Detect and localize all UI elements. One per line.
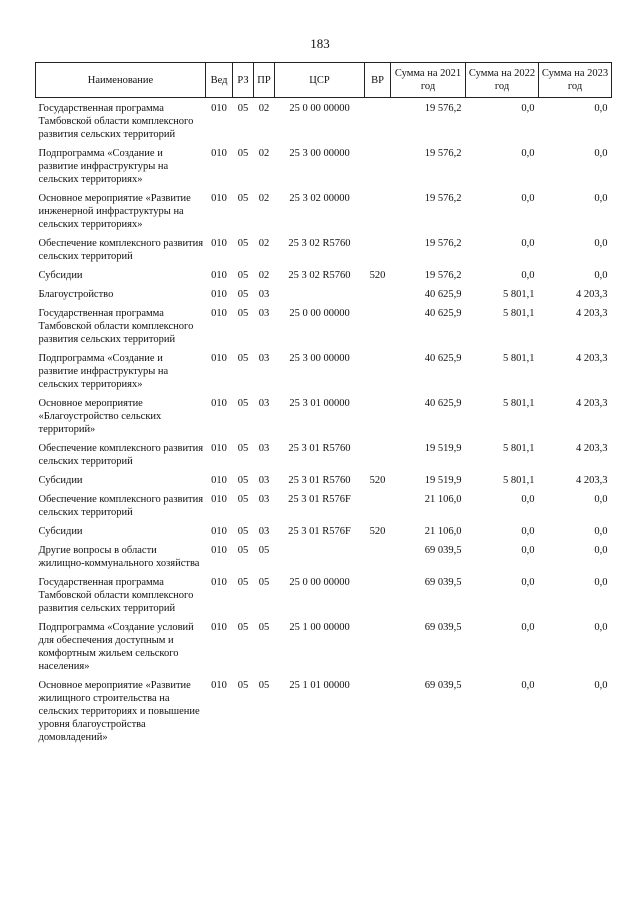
cell-sum-2022: 0,0 bbox=[521, 148, 535, 159]
header-sum-2021: Сумма на 2021 год bbox=[391, 63, 466, 98]
cell-name: Подпрограмма «Создание и развитие инфраструктуры на сельских территориях» bbox=[38, 148, 169, 185]
cell-ved: 010 bbox=[211, 103, 227, 114]
cell-vr: 520 bbox=[369, 270, 386, 281]
header-ved: Вед bbox=[206, 63, 233, 98]
cell-csr: 25 3 01 R576F bbox=[288, 494, 351, 505]
cell-name: Другие вопросы в области жилищно-коммунального хозяйства bbox=[38, 545, 200, 569]
header-pr: ПР bbox=[254, 63, 275, 98]
cell-csr: 25 3 01 R5760 bbox=[288, 475, 351, 486]
cell-rz: 05 bbox=[237, 270, 249, 281]
cell-sum-2022: 0,0 bbox=[521, 103, 535, 114]
cell-rz: 05 bbox=[237, 103, 249, 114]
cell-ved: 010 bbox=[211, 148, 227, 159]
cell-pr: 02 bbox=[258, 148, 270, 159]
cell-vr bbox=[365, 617, 391, 675]
cell-rz: 05 bbox=[237, 577, 249, 588]
cell-sum-2023: 0,0 bbox=[594, 545, 608, 556]
cell-pr: 03 bbox=[258, 353, 270, 364]
cell-csr: 25 3 01 R5760 bbox=[288, 443, 351, 454]
table-row bbox=[36, 348, 612, 393]
header-vr: ВР bbox=[365, 63, 391, 98]
cell-sum-2021: 69 039,5 bbox=[424, 680, 462, 691]
cell-name: Обеспечение комплексного развития сельских территорий bbox=[38, 238, 204, 262]
cell-sum-2023: 0,0 bbox=[594, 103, 608, 114]
cell-ved: 010 bbox=[211, 270, 227, 281]
header-rz: РЗ bbox=[233, 63, 254, 98]
cell-name: Подпрограмма «Создание и развитие инфраструктуры на сельских территориях» bbox=[38, 353, 169, 390]
cell-csr: 25 3 00 00000 bbox=[289, 148, 350, 159]
cell-pr: 02 bbox=[258, 270, 270, 281]
cell-csr: 25 3 02 00000 bbox=[289, 193, 350, 204]
cell-sum-2023: 0,0 bbox=[594, 577, 608, 588]
cell-sum-2023: 4 203,3 bbox=[576, 308, 608, 319]
cell-sum-2021: 19 576,2 bbox=[424, 193, 462, 204]
cell-sum-2023: 4 203,3 bbox=[576, 353, 608, 364]
cell-sum-2022: 0,0 bbox=[521, 577, 535, 588]
cell-sum-2021: 40 625,9 bbox=[424, 398, 462, 409]
cell-name: Обеспечение комплексного развития сельских территорий bbox=[38, 494, 204, 518]
cell-name: Обеспечение комплексного развития сельских территорий bbox=[38, 443, 204, 467]
cell-vr bbox=[365, 98, 391, 144]
cell-name: Государственная программа Тамбовской области комплексного развития сельских территорий bbox=[38, 103, 194, 140]
table-row bbox=[36, 572, 612, 617]
cell-vr bbox=[365, 540, 391, 572]
table-row bbox=[36, 470, 612, 489]
header-csr: ЦСР bbox=[275, 63, 365, 98]
cell-sum-2021: 19 576,2 bbox=[424, 270, 462, 281]
cell-ved: 010 bbox=[211, 577, 227, 588]
page-number: 183 bbox=[310, 36, 330, 51]
cell-name: Подпрограмма «Создание условий для обеспечения доступным и комфортным жильем сельского населения» bbox=[38, 622, 194, 672]
cell-sum-2021: 40 625,9 bbox=[424, 289, 462, 300]
cell-sum-2021: 19 576,2 bbox=[424, 148, 462, 159]
cell-sum-2023: 0,0 bbox=[594, 238, 608, 249]
header-name: Наименование bbox=[36, 63, 206, 98]
cell-vr bbox=[365, 188, 391, 233]
cell-ved: 010 bbox=[211, 475, 227, 486]
cell-sum-2021: 19 519,9 bbox=[424, 475, 462, 486]
cell-pr: 03 bbox=[258, 289, 270, 300]
cell-csr: 25 0 00 00000 bbox=[289, 577, 350, 588]
table-row bbox=[36, 284, 612, 303]
cell-vr bbox=[365, 143, 391, 188]
table-row bbox=[36, 98, 612, 144]
cell-sum-2021: 40 625,9 bbox=[424, 308, 462, 319]
cell-ved: 010 bbox=[211, 680, 227, 691]
cell-vr: 520 bbox=[369, 526, 386, 537]
cell-name: Субсидии bbox=[38, 526, 83, 537]
cell-rz: 05 bbox=[237, 353, 249, 364]
cell-csr bbox=[275, 540, 365, 572]
cell-sum-2022: 5 801,1 bbox=[503, 443, 535, 454]
cell-pr: 03 bbox=[258, 494, 270, 505]
cell-pr: 03 bbox=[258, 308, 270, 319]
cell-sum-2023: 0,0 bbox=[594, 193, 608, 204]
cell-rz: 05 bbox=[237, 398, 249, 409]
cell-vr bbox=[365, 303, 391, 348]
table-row bbox=[36, 188, 612, 233]
budget-table-container bbox=[35, 62, 611, 746]
cell-name: Основное мероприятие «Развитие жилищного строительства на сельских территориях и повышение уровня благоустройства домовладений» bbox=[38, 680, 200, 743]
cell-sum-2021: 19 576,2 bbox=[424, 238, 462, 249]
cell-name: Благоустройство bbox=[38, 289, 114, 300]
cell-sum-2023: 4 203,3 bbox=[576, 289, 608, 300]
cell-ved: 010 bbox=[211, 526, 227, 537]
cell-sum-2021: 69 039,5 bbox=[424, 545, 462, 556]
cell-name: Субсидии bbox=[38, 475, 83, 486]
cell-sum-2021: 21 106,0 bbox=[424, 526, 462, 537]
cell-ved: 010 bbox=[211, 545, 227, 556]
cell-csr: 25 3 01 R576F bbox=[288, 526, 351, 537]
cell-sum-2022: 0,0 bbox=[521, 622, 535, 633]
cell-csr: 25 1 00 00000 bbox=[289, 622, 350, 633]
cell-pr: 03 bbox=[258, 475, 270, 486]
cell-rz: 05 bbox=[237, 545, 249, 556]
table-header bbox=[36, 63, 612, 98]
cell-ved: 010 bbox=[211, 289, 227, 300]
cell-sum-2021: 19 576,2 bbox=[424, 103, 462, 114]
cell-sum-2022: 5 801,1 bbox=[503, 398, 535, 409]
table-row bbox=[36, 438, 612, 470]
table-body bbox=[36, 98, 612, 747]
cell-sum-2023: 0,0 bbox=[594, 526, 608, 537]
cell-sum-2021: 21 106,0 bbox=[424, 494, 462, 505]
cell-rz: 05 bbox=[237, 475, 249, 486]
header-row bbox=[36, 63, 612, 98]
cell-rz: 05 bbox=[237, 289, 249, 300]
cell-ved: 010 bbox=[211, 193, 227, 204]
cell-vr bbox=[365, 572, 391, 617]
cell-vr bbox=[365, 284, 391, 303]
cell-pr: 02 bbox=[258, 193, 270, 204]
cell-sum-2023: 0,0 bbox=[594, 494, 608, 505]
cell-rz: 05 bbox=[237, 680, 249, 691]
header-sum-2023: Сумма на 2023 год bbox=[539, 63, 612, 98]
cell-vr bbox=[365, 348, 391, 393]
cell-rz: 05 bbox=[237, 443, 249, 454]
table-row bbox=[36, 521, 612, 540]
cell-sum-2023: 0,0 bbox=[594, 148, 608, 159]
cell-csr: 25 3 00 00000 bbox=[289, 353, 350, 364]
cell-sum-2023: 4 203,3 bbox=[576, 398, 608, 409]
cell-vr bbox=[365, 233, 391, 265]
cell-vr bbox=[365, 675, 391, 746]
table-row bbox=[36, 393, 612, 438]
cell-sum-2023: 0,0 bbox=[594, 622, 608, 633]
cell-pr: 05 bbox=[258, 545, 270, 556]
table-row bbox=[36, 265, 612, 284]
cell-sum-2023: 4 203,3 bbox=[576, 475, 608, 486]
cell-name: Основное мероприятие «Развитие инженерной инфраструктуры на сельских территориях» bbox=[38, 193, 191, 230]
cell-csr: 25 0 00 00000 bbox=[289, 308, 350, 319]
cell-rz: 05 bbox=[237, 526, 249, 537]
cell-ved: 010 bbox=[211, 353, 227, 364]
table-row bbox=[36, 143, 612, 188]
cell-sum-2022: 0,0 bbox=[521, 193, 535, 204]
cell-rz: 05 bbox=[237, 193, 249, 204]
cell-pr: 05 bbox=[258, 680, 270, 691]
cell-sum-2022: 5 801,1 bbox=[503, 475, 535, 486]
cell-name: Основное мероприятие «Благоустройство сельских территорий» bbox=[38, 398, 162, 435]
cell-name: Государственная программа Тамбовской области комплексного развития сельских территорий bbox=[38, 577, 194, 614]
cell-rz: 05 bbox=[237, 238, 249, 249]
cell-pr: 03 bbox=[258, 398, 270, 409]
table-row bbox=[36, 233, 612, 265]
header-sum-2022: Сумма на 2022 год bbox=[466, 63, 539, 98]
cell-ved: 010 bbox=[211, 494, 227, 505]
table-row bbox=[36, 489, 612, 521]
cell-sum-2022: 0,0 bbox=[521, 238, 535, 249]
cell-csr bbox=[275, 284, 365, 303]
cell-rz: 05 bbox=[237, 494, 249, 505]
cell-sum-2022: 0,0 bbox=[521, 545, 535, 556]
cell-csr: 25 0 00 00000 bbox=[289, 103, 350, 114]
cell-pr: 05 bbox=[258, 577, 270, 588]
cell-ved: 010 bbox=[211, 398, 227, 409]
cell-sum-2022: 0,0 bbox=[521, 494, 535, 505]
cell-sum-2021: 69 039,5 bbox=[424, 622, 462, 633]
cell-csr: 25 3 01 00000 bbox=[289, 398, 350, 409]
table-row bbox=[36, 540, 612, 572]
cell-vr bbox=[365, 489, 391, 521]
cell-csr: 25 3 02 R5760 bbox=[288, 238, 351, 249]
table-row bbox=[36, 303, 612, 348]
cell-vr bbox=[365, 393, 391, 438]
cell-sum-2022: 5 801,1 bbox=[503, 308, 535, 319]
cell-ved: 010 bbox=[211, 308, 227, 319]
cell-ved: 010 bbox=[211, 622, 227, 633]
budget-table bbox=[35, 62, 612, 746]
cell-name: Государственная программа Тамбовской области комплексного развития сельских территорий bbox=[38, 308, 194, 345]
cell-sum-2022: 0,0 bbox=[521, 270, 535, 281]
cell-sum-2021: 69 039,5 bbox=[424, 577, 462, 588]
cell-sum-2022: 5 801,1 bbox=[503, 353, 535, 364]
cell-sum-2023: 4 203,3 bbox=[576, 443, 608, 454]
cell-pr: 05 bbox=[258, 622, 270, 633]
cell-sum-2022: 0,0 bbox=[521, 680, 535, 691]
cell-csr: 25 3 02 R5760 bbox=[288, 270, 351, 281]
cell-csr: 25 1 01 00000 bbox=[289, 680, 350, 691]
cell-sum-2023: 0,0 bbox=[594, 680, 608, 691]
cell-sum-2022: 0,0 bbox=[521, 526, 535, 537]
cell-vr bbox=[365, 438, 391, 470]
cell-rz: 05 bbox=[237, 622, 249, 633]
cell-ved: 010 bbox=[211, 443, 227, 454]
cell-sum-2021: 40 625,9 bbox=[424, 353, 462, 364]
cell-pr: 02 bbox=[258, 103, 270, 114]
cell-pr: 02 bbox=[258, 238, 270, 249]
table-row bbox=[36, 675, 612, 746]
cell-ved: 010 bbox=[211, 238, 227, 249]
cell-vr: 520 bbox=[369, 475, 386, 486]
cell-rz: 05 bbox=[237, 308, 249, 319]
cell-rz: 05 bbox=[237, 148, 249, 159]
cell-pr: 03 bbox=[258, 443, 270, 454]
cell-sum-2022: 5 801,1 bbox=[503, 289, 535, 300]
table-row bbox=[36, 617, 612, 675]
cell-name: Субсидии bbox=[38, 270, 83, 281]
cell-pr: 03 bbox=[258, 526, 270, 537]
cell-sum-2021: 19 519,9 bbox=[424, 443, 462, 454]
cell-sum-2023: 0,0 bbox=[594, 270, 608, 281]
